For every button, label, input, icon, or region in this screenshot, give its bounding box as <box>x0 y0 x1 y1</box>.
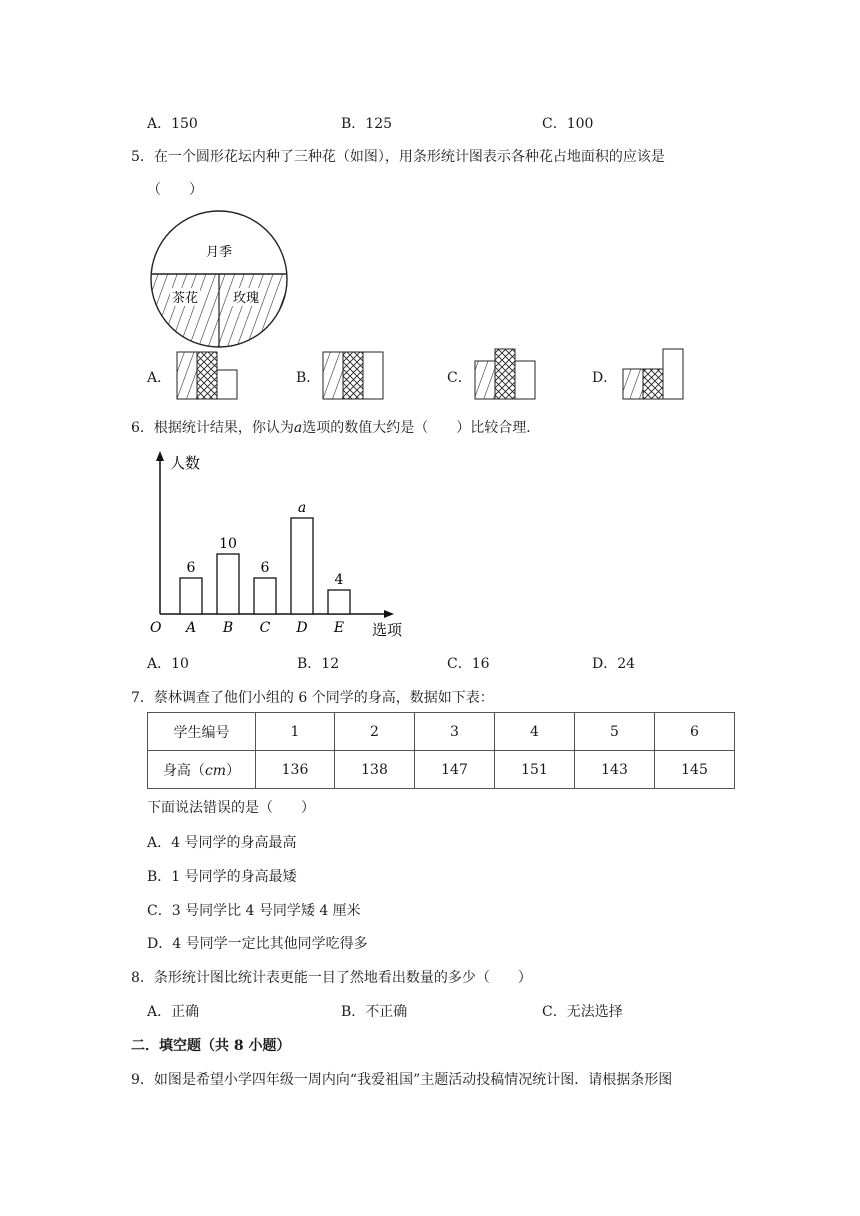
q6-option-d[interactable]: D．24 <box>592 656 636 672</box>
table-cell: 136 <box>256 751 335 789</box>
data-label-b: 10 <box>219 536 237 552</box>
height-header-pre: 身高（ <box>162 762 205 779</box>
q4-option-c[interactable]: C．100 <box>542 116 594 132</box>
q5-option-b-chart[interactable] <box>322 348 386 402</box>
table-cell: 6 <box>655 713 735 751</box>
bar-a <box>180 578 202 614</box>
flower-bed-diagram <box>145 204 295 358</box>
q4-option-b[interactable]: B．125 <box>341 116 393 132</box>
circle-label-camellia: 茶花 <box>171 291 199 306</box>
table-cell: 138 <box>335 751 415 789</box>
x-axis-label: 选项 <box>372 621 403 639</box>
tick-label-d: D <box>296 620 308 636</box>
q8-stem: 8．条形统计图比统计表更能一目了然地看出数量的多少（ ） <box>131 970 532 986</box>
table-header-student-id: 学生编号 <box>148 713 256 751</box>
q7-option-b[interactable]: B．1 号同学的身高最矮 <box>147 869 297 885</box>
q8-option-c[interactable]: C．无法选择 <box>542 1004 623 1020</box>
height-table <box>147 712 735 789</box>
q9-stem: 9．如图是希望小学四年级一周内向“我爱祖国”主题活动投稿情况统计图．请根据条形图 <box>131 1072 673 1088</box>
table-row <box>148 751 735 789</box>
data-label-c: 6 <box>260 560 270 576</box>
q5-option-c-label[interactable]: C． <box>447 370 472 386</box>
q7-option-c[interactable]: C．3 号同学比 4 号同学矮 4 厘米 <box>147 903 361 919</box>
table-row <box>148 713 735 751</box>
data-label-d: a <box>297 500 307 516</box>
section-title: 二．填空题（共 8 小题） <box>131 1038 291 1054</box>
q8-option-b[interactable]: B．不正确 <box>341 1004 408 1020</box>
bar-b <box>217 554 239 614</box>
bar-d <box>291 518 313 614</box>
table-cell: 145 <box>655 751 735 789</box>
y-axis-label: 人数 <box>170 454 201 472</box>
table-cell: 4 <box>495 713 575 751</box>
table-cell: 3 <box>415 713 495 751</box>
q6-option-c[interactable]: C．16 <box>447 656 490 672</box>
table-header-height <box>148 751 256 789</box>
q6-stem-pre: 6．根据统计结果，你认为 <box>131 420 294 436</box>
height-header-post: ） <box>226 762 241 779</box>
q6-stem-post: 选项的数值大约是（ ）比较合理． <box>302 420 541 436</box>
q6-option-a[interactable]: A．10 <box>147 656 189 672</box>
q5-stem: 5．在一个圆形花坛内种了三种花（如图），用条形统计图表示各种花占地面积的应该是 <box>131 149 665 165</box>
table-cell: 151 <box>495 751 575 789</box>
tick-label-b: B <box>222 620 234 636</box>
q5-answer-paren: （ ） <box>147 182 203 198</box>
table-cell: 5 <box>575 713 655 751</box>
table-cell: 1 <box>256 713 335 751</box>
y-axis-arrow <box>156 451 164 461</box>
data-label-e: 4 <box>334 572 344 588</box>
q5-option-a-chart[interactable] <box>176 348 240 402</box>
table-cell: 147 <box>415 751 495 789</box>
q5-option-a-label[interactable]: A． <box>147 370 172 386</box>
q7-option-a[interactable]: A．4 号同学的身高最高 <box>147 835 297 851</box>
height-header-unit: cm <box>204 762 227 779</box>
origin-label: O <box>150 620 162 636</box>
q5-option-b-label[interactable]: B． <box>296 370 321 386</box>
bar-c <box>254 578 276 614</box>
q6-stem <box>131 417 540 437</box>
tick-label-c: C <box>259 620 271 636</box>
q6-option-b[interactable]: B．12 <box>297 656 340 672</box>
q7-stem: 7．蔡林调查了他们小组的 6 个同学的身高，数据如下表： <box>131 690 494 706</box>
circle-label-rose: 玫瑰 <box>232 291 260 306</box>
q6-bar-chart <box>140 448 420 643</box>
x-axis-arrow <box>384 610 394 618</box>
tick-label-a: A <box>185 620 197 636</box>
q5-option-c-chart[interactable] <box>474 346 538 402</box>
q4-option-a[interactable]: A．150 <box>147 116 198 132</box>
table-cell: 2 <box>335 713 415 751</box>
q7-option-d[interactable]: D．4 号同学一定比其他同学吃得多 <box>147 936 368 952</box>
bar-e <box>328 590 350 614</box>
q6-stem-variable: a <box>293 420 303 436</box>
q5-option-d-chart[interactable] <box>620 346 686 402</box>
tick-label-e: E <box>333 620 345 636</box>
table-cell: 143 <box>575 751 655 789</box>
q5-option-d-label[interactable]: D． <box>592 370 618 386</box>
q7-prompt: 下面说法错误的是（ ） <box>147 800 315 816</box>
data-label-a: 6 <box>186 560 196 576</box>
q8-option-a[interactable]: A．正确 <box>147 1004 200 1020</box>
circle-label-rose-month: 月季 <box>205 245 233 260</box>
